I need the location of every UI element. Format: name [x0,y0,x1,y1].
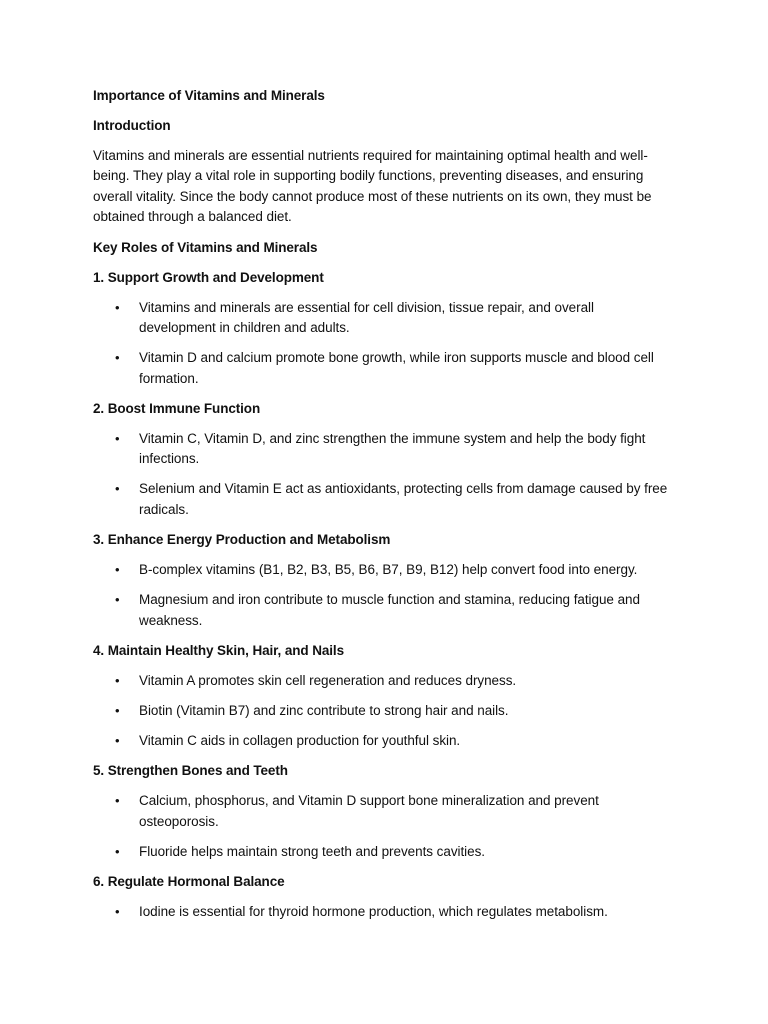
bullet-dot-icon: • [115,592,120,608]
list-item [93,842,673,862]
bullet-dot-icon: • [115,299,120,315]
bullet-dot-icon: • [115,733,120,749]
list-item [93,902,673,922]
list-item-text: Calcium, phosphorus, and Vitamin D support bone mineralization and prevent osteoporosis. [139,793,599,829]
bullet-dot-icon: • [115,350,120,366]
list-item-text: Fluoride helps maintain strong teeth and prevents cavities. [139,844,485,860]
bullet-dot-icon: • [115,703,120,719]
bullet-dot-icon: • [115,672,120,688]
list-item [93,429,673,470]
list-item-text: Biotin (Vitamin B7) and zinc contribute to strong hair and nails. [139,703,509,719]
list-item-text: Iodine is essential for thyroid hormone production, which regulates metabolism. [139,904,608,920]
bullet-dot-icon: • [115,904,120,920]
document-body [93,86,673,933]
bullet-list [93,298,673,389]
key-roles-heading: Key Roles of Vitamins and Minerals [93,239,318,255]
list-item [93,479,673,520]
list-item [93,701,673,721]
bullet-dot-icon: • [115,430,120,446]
section-heading: 1. Support Growth and Development [93,269,324,285]
bullet-list [93,671,673,752]
list-item-text: Magnesium and iron contribute to muscle function and stamina, reducing fatigue and weakness. [139,592,640,628]
list-item [93,298,673,339]
sections-container [93,268,673,923]
bullet-list [93,791,673,862]
list-item [93,590,673,631]
bullet-dot-icon: • [115,793,120,809]
bullet-dot-icon: • [115,844,120,860]
list-item-text: Vitamin A promotes skin cell regeneration and reduces dryness. [139,672,517,688]
section-heading: 6. Regulate Hormonal Balance [93,874,285,890]
list-item-text: B-complex vitamins (B1, B2, B3, B5, B6, B7, B9, B12) help convert food into energy. [139,562,638,578]
introduction-paragraph: Vitamins and minerals are essential nutrients required for maintaining optimal health and well-being. They play a vital role in supporting bodily functions, preventing diseases, and ensuring overall vitality. Since the body cannot produce most of these nutrients on its own, they must be obtained through a balanced diet. [93,148,652,225]
list-item [93,348,673,389]
section-heading: 2. Boost Immune Function [93,400,261,416]
list-item-text: Vitamins and minerals are essential for cell division, tissue repair, and overall development in children and adults. [139,299,594,336]
section-heading: 5. Strengthen Bones and Teeth [93,763,288,779]
list-item [93,791,673,832]
document-title: Importance of Vitamins and Minerals [93,88,325,103]
list-item-text: Vitamin D and calcium promote bone growth, while iron supports muscle and blood cell formation. [139,350,654,386]
bullet-dot-icon: • [115,562,120,578]
list-item-text: Vitamin C aids in collagen production for youthful skin. [139,733,461,749]
list-item [93,731,673,751]
list-item [93,560,673,580]
list-item-text: Selenium and Vitamin E act as antioxidants, protecting cells from damage caused by free radicals. [139,481,668,517]
introduction-heading: Introduction [93,118,171,133]
list-item-text: Vitamin C, Vitamin D, and zinc strengthen the immune system and help the body fight infections. [139,430,646,467]
bullet-list [93,560,673,631]
section-heading: 4. Maintain Healthy Skin, Hair, and Nails [93,642,344,658]
list-item [93,671,673,691]
bullet-list [93,902,673,922]
bullet-list [93,429,673,520]
bullet-dot-icon: • [115,481,120,497]
section-heading: 3. Enhance Energy Production and Metabolism [93,532,391,548]
